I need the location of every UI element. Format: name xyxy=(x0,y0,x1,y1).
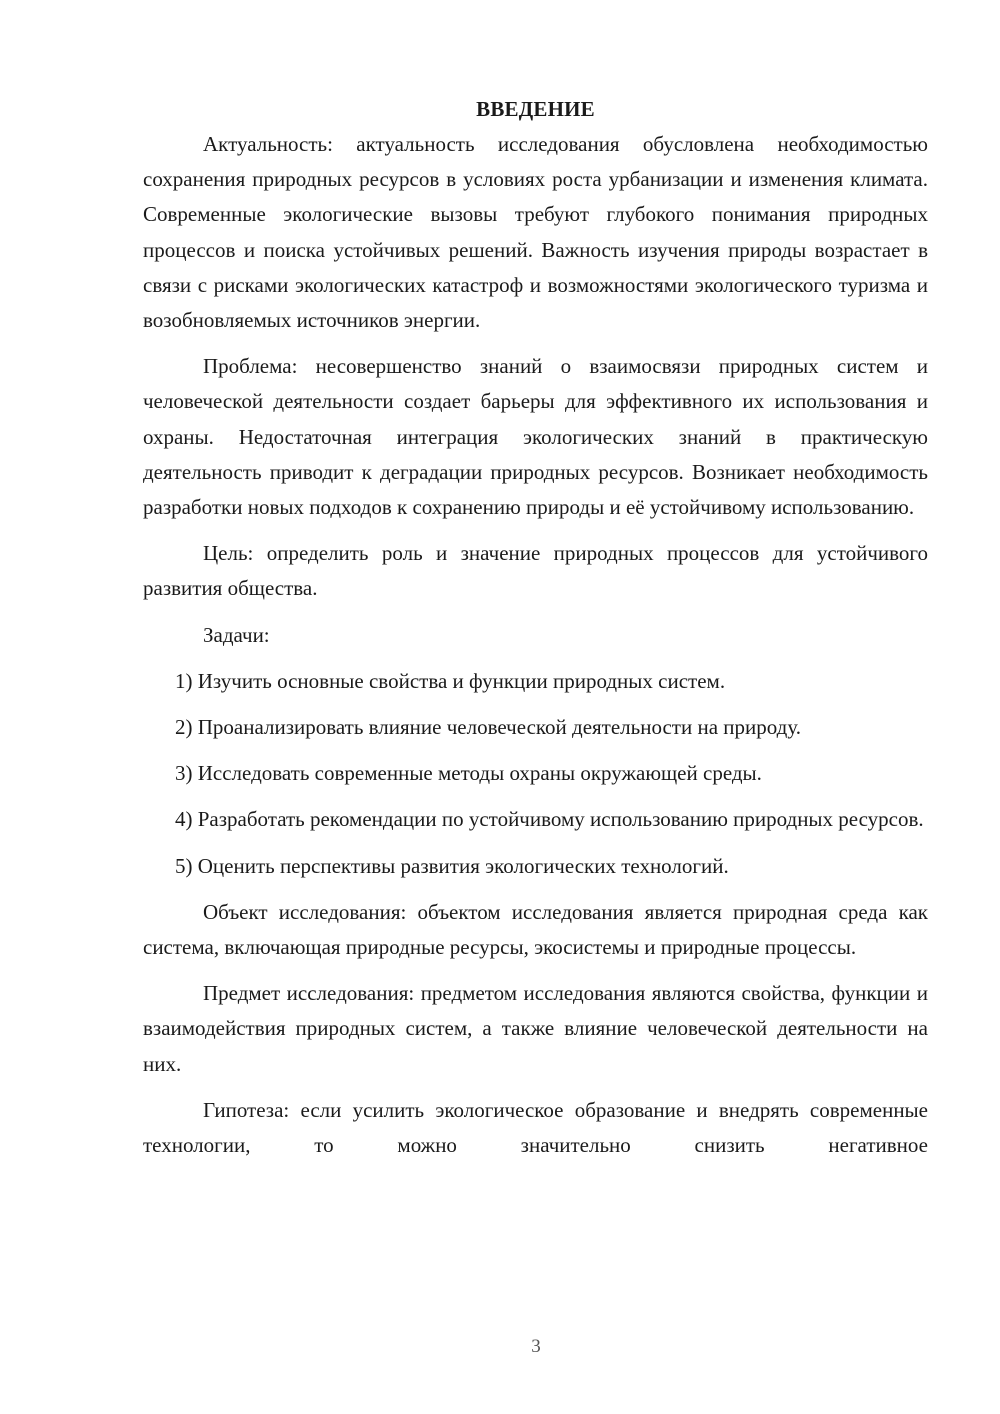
page-number: 3 xyxy=(531,1336,541,1357)
paragraph-goal: Цель: определить роль и значение природных процессов для устойчивого развития общества. xyxy=(143,541,928,601)
document-page xyxy=(143,92,928,1174)
task-item-2: 2) Проанализировать влияние человеческой деятельности на природу. xyxy=(175,715,801,740)
paragraph-tasks-label: Задачи: xyxy=(203,622,270,647)
paragraph-object: Объект исследования: объектом исследования является природная среда как система, включающая природные ресурсы, экосистемы и природные процессы. xyxy=(143,899,928,960)
task-item-5: 5) Оценить перспективы развития экологических технологий. xyxy=(175,853,729,878)
section-heading: ВВЕДЕНИЕ xyxy=(476,97,595,121)
paragraph-hypothesis: Гипотеза: если усилить экологическое образование и внедрять современные технологии, то можно значительно снизить негативное xyxy=(143,1097,928,1158)
task-item-1: 1) Изучить основные свойства и функции природных систем. xyxy=(175,668,726,693)
paragraph-relevance: Актуальность: актуальность исследования обусловлена необходимостью сохранения природных ресурсов в условиях роста урбанизации и изменения климата. Современные экологические вызовы требуют глубокого понимания природных процессов и поиска устойчивых решений. Важность изучения природы возрастает в связи с рисками экологических катастроф и возможностями экологического туризма и возобновляемых источников энергии. xyxy=(143,132,928,333)
task-item-3: 3) Исследовать современные методы охраны окружающей среды. xyxy=(175,761,762,786)
task-item-4: 4) Разработать рекомендации по устойчивому использованию природных ресурсов. xyxy=(175,807,924,832)
paragraph-problem: Проблема: несовершенство знаний о взаимосвязи природных систем и человеческой деятельности создает барьеры для эффективного их использования и охраны. Недостаточная интеграция экологических знаний в практическую деятельность приводит к деградации природных ресурсов. Возникает необходимость разработки новых подходов к сохранению природы и её устойчивому использованию. xyxy=(143,354,928,520)
paragraph-subject: Предмет исследования: предметом исследования являются свойства, функции и взаимодействия природных систем, а также влияние человеческой деятельности на них. xyxy=(143,981,928,1076)
